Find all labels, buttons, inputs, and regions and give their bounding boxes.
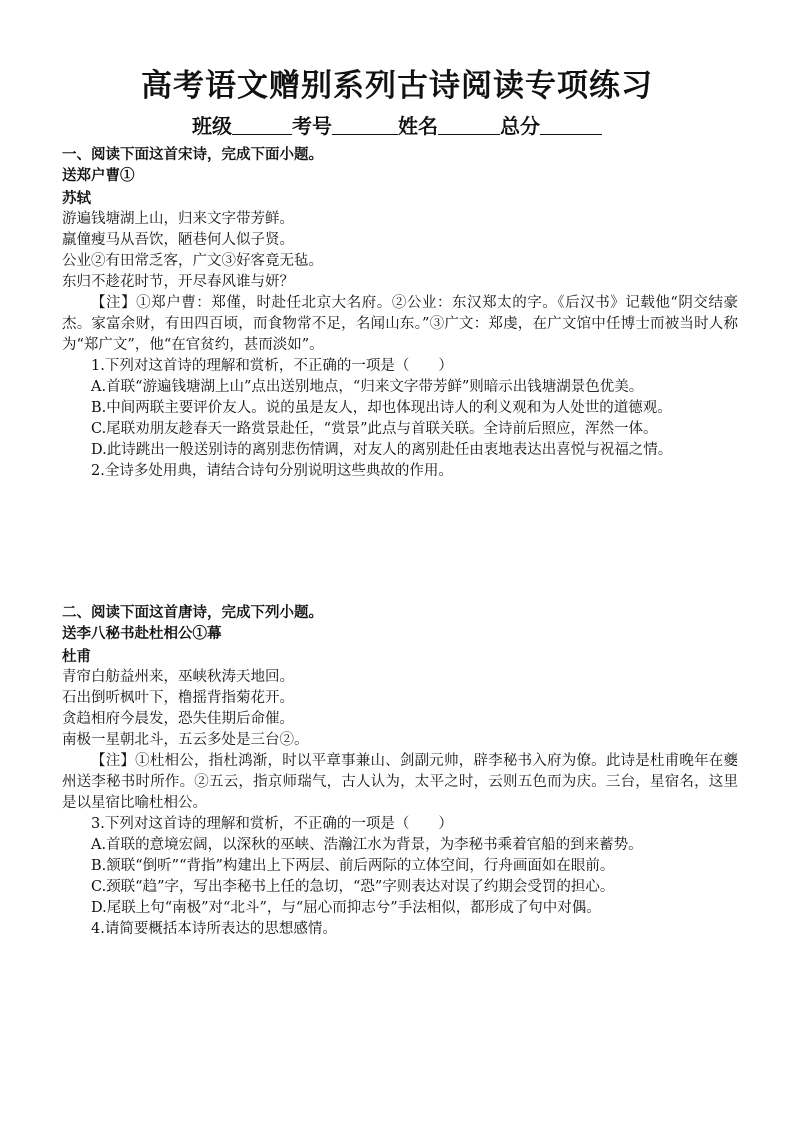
poem-two-author: 杜甫	[62, 648, 91, 665]
question-1-option-b: B.中间两联主要评价友人。说的虽是友人，却也体现出诗人的利义观和为人处世的道德观。	[91, 400, 672, 416]
name-blank[interactable]	[438, 116, 500, 135]
exam-number-blank[interactable]	[332, 116, 398, 135]
poem-one-title: 送郑户曹①	[62, 167, 135, 184]
name-label: 姓名	[398, 114, 438, 138]
page-title: 高考语文赠别系列古诗阅读专项练习	[141, 68, 653, 104]
question-3-option-b: B.颔联“倒听”“背指”构建出上下两层、前后两际的立体空间，行舟画面如在眼前。	[91, 858, 615, 874]
question-3-option-c: C.颈联“趋”字，写出李秘书上任的急切，“恐”字则表达对误了约期会受罚的担心。	[91, 879, 615, 895]
exam-number-label: 考号	[292, 114, 332, 138]
question-1-option-a: A.首联“游遍钱塘湖上山”点出送别地点，“归来文字带芳鲜”则暗示出钱塘湖景色优美。	[91, 379, 644, 395]
student-info-line	[0, 110, 794, 139]
question-2: 2.全诗多处用典，请结合诗句分别说明这些典故的作用。	[91, 463, 453, 479]
poem-two-line: 青帘白舫益州来，巫峡秋涛天地回。	[62, 669, 294, 685]
section-two-heading: 二、阅读下面这首唐诗，完成下列小题。	[62, 604, 323, 621]
poem-one-line: 游遍钱塘湖上山，归来文字带芳鲜。	[62, 211, 294, 227]
poem-one-line: 东归不趁花时节，开尽春风谁与妍？	[62, 274, 294, 290]
question-3: 3.下列对这首诗的理解和赏析，不正确的一项是（ ）	[91, 816, 453, 832]
poem-two-line: 贪趋相府今晨发，恐失佳期后命催。	[62, 711, 294, 727]
poem-one-line: 公业②有田常乏客，广文③好客竟无毡。	[62, 253, 323, 269]
poem-one-note: 【注】①郑户曹：郑僅，时赴任北京大名府。②公业：东汉郑太的字。《后汉书》记载他“阴交结豪杰。家富余财，有田四百顷，而食物常不足，名闻山东。”③广文：郑虔，在广文馆中任博士而被当时人称为“郑广文”，他“在官贫约，甚而淡如”。	[62, 295, 738, 353]
question-1-option-d: D.此诗跳出一般送别诗的离别悲伤情调，对友人的离别赴任由衷地表达出喜悦与祝福之情。	[91, 442, 673, 458]
question-3-option-d: D.尾联上句“南极”对“北斗”，与“屈心而抑志兮”手法相似，都形成了句中对偶。	[91, 900, 601, 916]
question-1: 1.下列对这首诗的理解和赏析，不正确的一项是（ ）	[91, 358, 453, 374]
poem-two-note: 【注】①杜相公，指杜鸿渐，时以平章事兼山、剑副元帅，辟李秘书入府为僚。此诗是杜甫晚年在夔州送李秘书时所作。②五云，指京师瑞气，古人认为，太平之时，云则五色而为庆。三台，星宿名，这里是以星宿比喻杜相公。	[62, 753, 738, 811]
section-one	[62, 144, 738, 482]
section-one-heading: 一、阅读下面这首宋诗，完成下面小题。	[62, 146, 323, 163]
poem-one-line: 羸僮瘦马从吾饮，陋巷何人似子贤。	[62, 232, 294, 248]
question-1-option-c: C.尾联劝朋友趁春天一路赏景赴任，“赏景”此点与首联关联。全诗前后照应，浑然一体。	[91, 421, 658, 437]
question-3-option-a: A.首联的意境宏阔，以深秋的巫峡、浩瀚江水为背景，为李秘书乘着官船的到来蓄势。	[91, 837, 643, 853]
poem-one-author: 苏轼	[62, 190, 91, 207]
section-two	[62, 602, 738, 940]
poem-two-line: 南极一星朝北斗，五云多处是三台②。	[62, 732, 309, 748]
score-blank[interactable]	[540, 116, 602, 135]
poem-two-line: 石出倒听枫叶下，橹摇背指菊花开。	[62, 690, 294, 706]
score-label: 总分	[500, 114, 540, 138]
class-label: 班级	[192, 114, 232, 138]
poem-two-title: 送李八秘书赴杜相公①幕	[62, 625, 222, 642]
question-4: 4.请简要概括本诗所表达的思想感情。	[91, 921, 337, 937]
class-blank[interactable]	[232, 116, 292, 135]
